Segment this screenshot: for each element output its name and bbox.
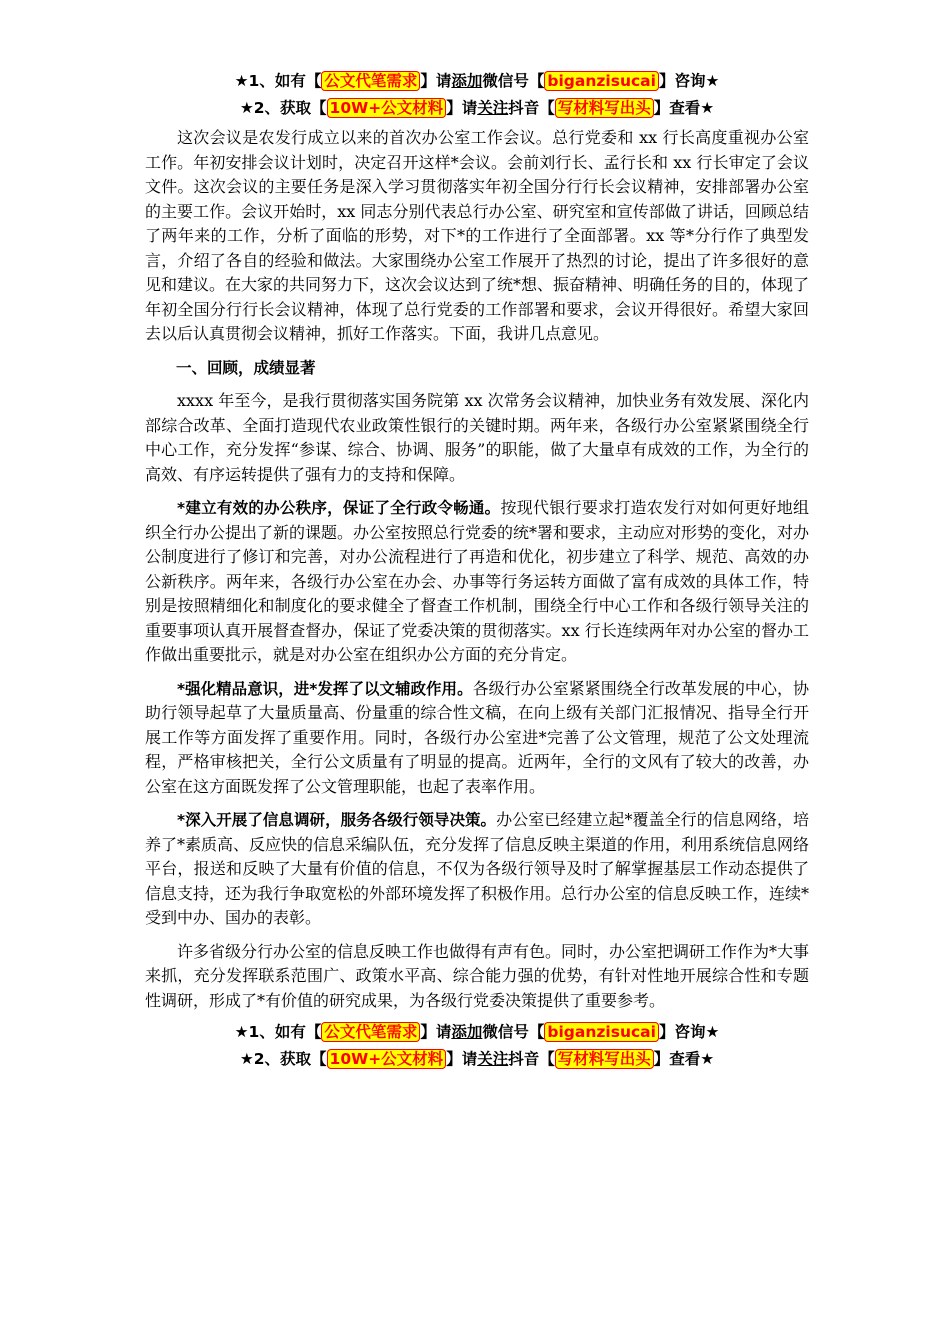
banner-text: 】请 bbox=[446, 99, 478, 117]
bottom-banner-line-1 bbox=[145, 1019, 809, 1046]
paragraph-body: 按现代银行要求打造农发行对如何更好地组织全行办公提出了新的课题。办公室按照总行党委的统*署和要求，主动应对形势的变化，对办公制度进行了修订和完善，对办公流程进行了再造和优化，初步建立了科学、规范、高效的办公新秩序。两年来，各级行办公室在办会、办事等行务运转方面做了富有成效的具体工作，特别是按照精细化和制度化的要求健全了督查工作机制，围绕全行中心工作和各级行领导关注的重要事项认真开展督查督办，保证了党委决策的贯彻落实。xx 行长连续两年对办公室的督办工作做出重要批示，就是对办公室在组织办公方面的充分肯定。 bbox=[145, 498, 810, 664]
paragraph-intro: 这次会议是农发行成立以来的首次办公室工作会议。总行党委和 xx 行长高度重视办公室工作。年初安排会议计划时，决定召开这样*会议。会前刘行长、孟行长和 xx 行长审定了会议文件。这次会议的主要任务是深入学习贯彻落实年初全国分行行长会议精神，安排部署办公室的主要工作。会议开始时，xx 同志分别代表总行办公室、研究室和宣传部做了讲话，回顾总结了两年来的工作，分析了面临的形势，对下*的工作进行了全面部署。xx 等*分行作了典型发言，介绍了各自的经验和做法。大家围绕办公室工作展开了热烈的讨论，提出了许多很好的意见和建议。在大家的共同努力下，这次会议达到了统*想、振奋精神、明确任务的目的，体现了年初全国分行行长会议精神，体现了总行党委的工作部署和要求，会议开得很好。希望大家回去以后认真贯彻会议精神，抓好工作落实。下面，我讲几点意见。 bbox=[145, 128, 810, 343]
paragraph bbox=[145, 808, 809, 931]
banner-text: 】请 bbox=[420, 1023, 452, 1041]
top-banner-line-1 bbox=[145, 68, 809, 95]
banner-highlight: 公文代笔需求 bbox=[321, 1022, 420, 1042]
paragraph-lead: *强化精品意识，进*发挥了以文辅政作用。 bbox=[177, 679, 473, 698]
paragraph-body: 各级行办公室紧紧围绕全行改革发展的中心，协助行领导起草了大量质量高、份量重的综合性文稿，在向上级有关部门汇报情况、指导全行开展工作等方面发挥了重要作用。同时，各级行办公室进*完善了公文管理，规范了公文处理流程，严格审核把关，全行公文质量有了明显的提高。近两年，全行的文风有了较大的改善，办公室在这方面既发挥了公文管理职能，也起了表率作用。 bbox=[145, 678, 809, 796]
paragraph bbox=[145, 677, 809, 800]
banner-underline: 关注 bbox=[477, 99, 509, 117]
banner-underline: 添加 bbox=[451, 1023, 483, 1041]
top-banner-line-2 bbox=[145, 95, 809, 122]
banner-text: 抖音【 bbox=[508, 1050, 555, 1068]
banner-highlight: 公文代笔需求 bbox=[321, 71, 420, 91]
paragraph-lead: *建立有效的办公秩序，保证了全行政令畅通。 bbox=[177, 499, 501, 517]
paragraph: 许多省级分行办公室的信息反映工作也做得有声有色。同时，办公室把调研工作作为*大事来抓，充分发挥联系范围广、政策水平高、综合能力强的优势，有针对性地开展综合性和专题性调研，形成了*有价值的研究成果，为各级行党委决策提供了重要参考。 bbox=[145, 941, 810, 1010]
banner-text: 】查看★ bbox=[653, 1050, 715, 1068]
banner-text: ★1、如有【 bbox=[234, 1023, 322, 1041]
bottom-banner-line-2 bbox=[145, 1046, 809, 1073]
banner-text: ★2、获取【 bbox=[239, 1050, 327, 1068]
paragraph: xxxx 年至今，是我行贯彻落实国务院第 xx 次常务会议精神，加快业务有效发展、深化内部综合改革、全面打造现代农业政策性银行的关键时期。两年来，各级行办公室紧紧围绕全行中心工作，充分发挥“参谋、综合、协调、服务”的职能，做了大量卓有成效的工作，为全行的高效、有序运转提供了强有力的支持和保障。 bbox=[145, 391, 809, 484]
banner-text: 抖音【 bbox=[508, 99, 555, 117]
banner-highlight: 10W+公文材料 bbox=[327, 1049, 447, 1069]
paragraph-body: 办公室已经建立起*覆盖全行的信息网络，培养了*素质高、反应快的信息采编队伍，充分发挥了信息反映主渠道的作用，利用系统信息网络平台，报送和反映了大量有价值的信息，不仅为各级行领导及时了解掌握基层工作动态提供了信息支持，还为我行争取宽松的外部环境发挥了积极作用。总行办公室的信息反映工作，连续*受到中办、国办的表彰。 bbox=[145, 810, 810, 927]
banner-text: 】咨询★ bbox=[658, 1023, 720, 1041]
banner-text: ★2、获取【 bbox=[239, 99, 327, 117]
paragraph-lead: *深入开展了信息调研，服务各级行领导决策。 bbox=[177, 811, 497, 829]
banner-highlight: 10W+公文材料 bbox=[327, 98, 447, 118]
banner-text: 微信号【 bbox=[482, 72, 545, 90]
banner-text: 微信号【 bbox=[482, 1023, 545, 1041]
banner-highlight: biganzisucai bbox=[544, 1022, 659, 1042]
banner-underline: 添加 bbox=[451, 72, 483, 90]
section-heading: 一、回顾，成绩显著 bbox=[176, 358, 316, 377]
banner-text: ★1、如有【 bbox=[234, 72, 322, 90]
banner-text: 】请 bbox=[446, 1050, 478, 1068]
banner-highlight: biganzisucai bbox=[544, 71, 659, 91]
banner-highlight: 写材料写出头 bbox=[555, 1049, 654, 1069]
banner-text: 】查看★ bbox=[653, 99, 715, 117]
banner-highlight: 写材料写出头 bbox=[555, 98, 654, 118]
banner-text: 】请 bbox=[420, 72, 452, 90]
document-body bbox=[145, 68, 809, 1073]
banner-underline: 关注 bbox=[477, 1050, 509, 1068]
banner-text: 】咨询★ bbox=[658, 72, 720, 90]
paragraph bbox=[145, 496, 809, 668]
